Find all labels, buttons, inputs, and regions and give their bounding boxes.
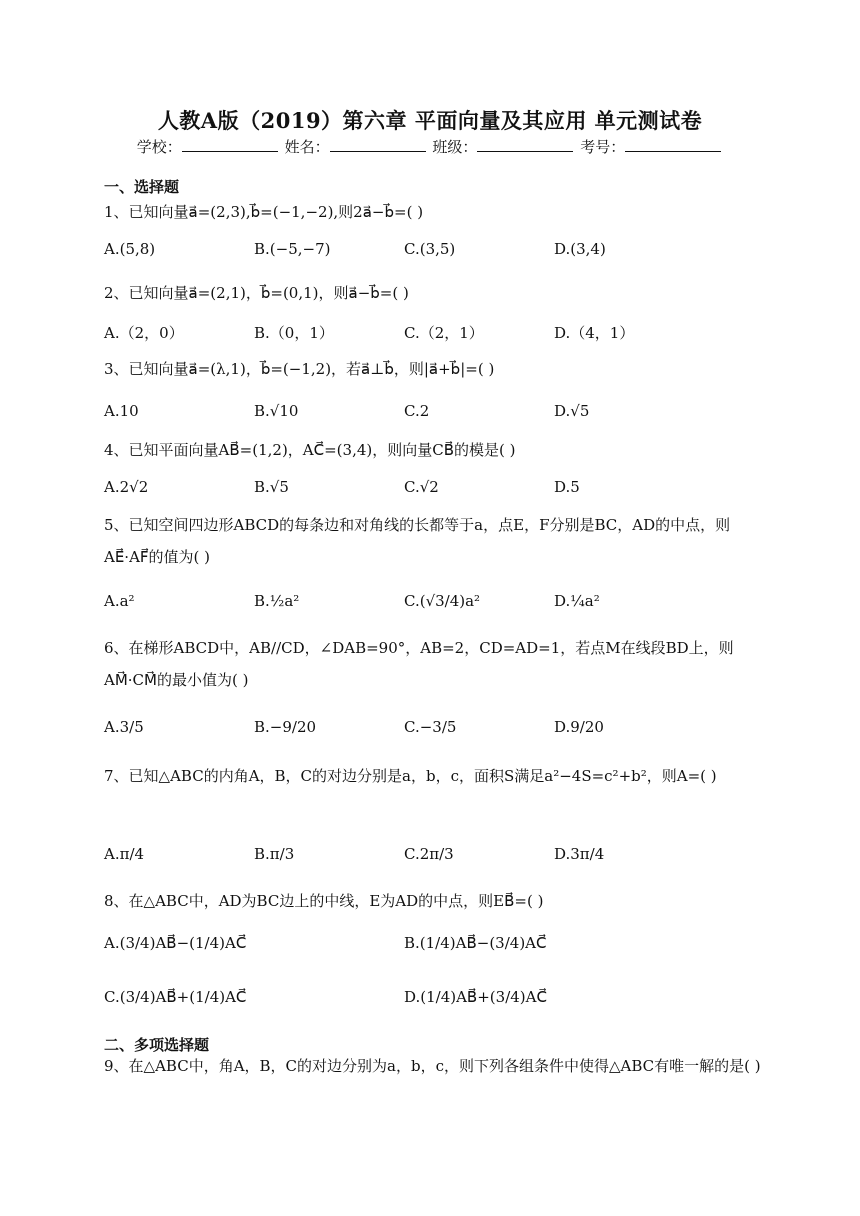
question-7: 7、已知△ABC的内角A，B，C的对边分别是a，b，c，面积S满足a²−4S=c²+b²，则A=( ) [104, 767, 717, 785]
option-b: B.½a² [254, 592, 300, 610]
question-6: 6、在梯形ABCD中，AB//CD，∠DAB=90°，AB=2，CD=AD=1，若点M在线段BD上，则AM⃗·CM⃗的最小值为( ) [104, 639, 734, 689]
number-label: 考号： [580, 138, 626, 156]
option-a: A.2√2 [104, 478, 149, 496]
option-a: A.3/5 [104, 718, 144, 736]
option-b: B.（0，1） [254, 324, 334, 342]
school-label: 学校： [136, 138, 182, 156]
option-a: A.a² [104, 592, 135, 610]
question-8: 8、在△ABC中，AD为BC边上的中线，E为AD的中点，则EB⃗=( ) [104, 892, 544, 910]
question-4-options [104, 478, 764, 508]
class-blank [477, 137, 573, 152]
option-d: D.5 [554, 478, 580, 496]
option-d: D.（4，1） [554, 324, 635, 342]
option-a: A.（2，0） [104, 324, 184, 342]
question-6-options [104, 718, 764, 748]
number-blank [625, 137, 721, 152]
option-b: B.√10 [254, 402, 299, 420]
question-1: 1、已知向量a⃗=(2,3),b⃗=(−1,−2),则2a⃗−b⃗=( ) [104, 203, 424, 221]
option-b: B.(1/4)AB⃗−(3/4)AC⃗ [404, 934, 547, 952]
name-label: 姓名： [284, 138, 330, 156]
page-title: 人教A版（2019）第六章 平面向量及其应用 单元测试卷 [157, 108, 703, 133]
name-blank [330, 137, 426, 152]
option-b: B.−9/20 [254, 718, 317, 736]
option-c: C.(3/4)AB⃗+(1/4)AC⃗ [104, 988, 247, 1006]
question-5: 5、已知空间四边形ABCD的每条边和对角线的长都等于a，点E，F分别是BC，AD的中点，则AE⃗·AF⃗的值为( ) [104, 516, 731, 566]
option-b: B.(−5,−7) [254, 240, 331, 258]
option-d: D.(1/4)AB⃗+(3/4)AC⃗ [404, 988, 547, 1006]
question-7-options [104, 845, 764, 875]
option-c: C.2π/3 [404, 845, 454, 863]
school-blank [182, 137, 278, 152]
option-d: D.3π/4 [554, 845, 605, 863]
option-d: D.√5 [554, 402, 590, 420]
question-2: 2、已知向量a⃗=(2,1)，b⃗=(0,1)，则a⃗−b⃗=( ) [104, 284, 409, 302]
question-8-options-row-1 [104, 934, 764, 964]
question-5-options [104, 592, 764, 622]
option-b: B.π/3 [254, 845, 295, 863]
option-d: D.9/20 [554, 718, 604, 736]
option-c: C.(3,5) [404, 240, 456, 258]
question-9: 9、在△ABC中，角A，B，C的对边分别为a，b，c，则下列各组条件中使得△ABC有唯一解的是( ) [104, 1057, 761, 1075]
question-8-options-row-2 [104, 988, 764, 1018]
question-3: 3、已知向量a⃗=(λ,1)，b⃗=(−1,2)，若a⃗⊥b⃗，则|a⃗+b⃗|=( ) [104, 360, 495, 378]
option-d: D.¼a² [554, 592, 600, 610]
option-c: C.(√3/4)a² [404, 592, 481, 610]
option-b: B.√5 [254, 478, 289, 496]
student-info-line [0, 136, 860, 157]
class-label: 班级： [432, 138, 478, 156]
option-a: A.(3/4)AB⃗−(1/4)AC⃗ [104, 934, 247, 952]
question-4: 4、已知平面向量AB⃗=(1,2)，AC⃗=(3,4)，则向量CB⃗的模是( ) [104, 441, 516, 459]
section-heading-multi-choice: 二、多项选择题 [104, 1036, 210, 1054]
question-1-options [104, 240, 764, 270]
section-heading-single-choice: 一、选择题 [104, 178, 180, 196]
option-c: C.2 [404, 402, 430, 420]
option-c: C.（2，1） [404, 324, 484, 342]
option-c: C.√2 [404, 478, 439, 496]
option-a: A.π/4 [104, 845, 145, 863]
question-3-options [104, 402, 764, 432]
option-d: D.(3,4) [554, 240, 606, 258]
option-a: A.10 [104, 402, 139, 420]
option-c: C.−3/5 [404, 718, 457, 736]
question-2-options [104, 322, 764, 352]
option-a: A.(5,8) [104, 240, 156, 258]
